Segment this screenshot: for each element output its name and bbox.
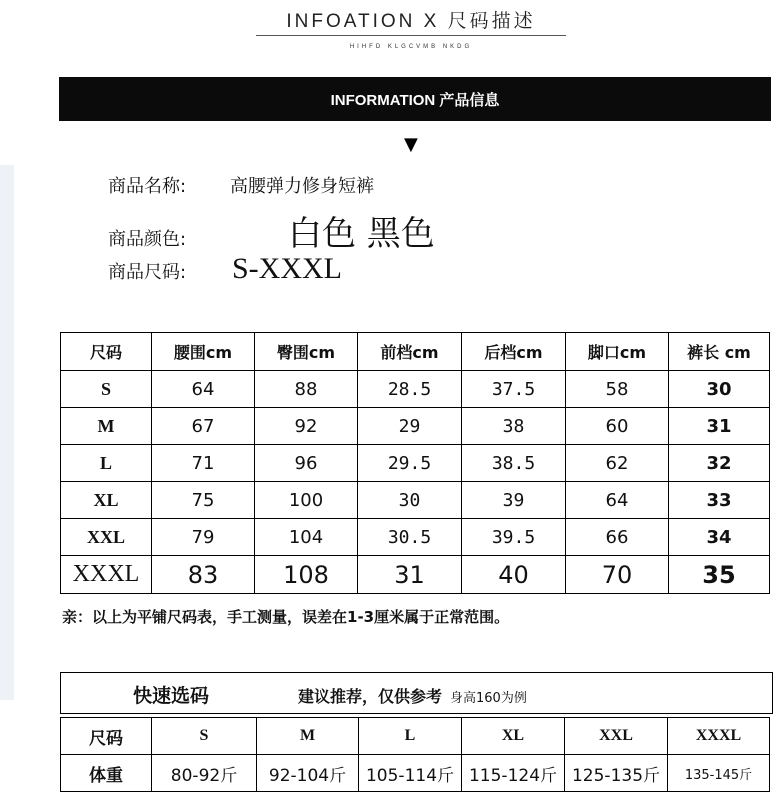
product-name-value: 高腰弹力修身短裤	[230, 176, 374, 197]
size-cell: M	[61, 408, 152, 445]
title-divider	[256, 35, 566, 36]
header-cell: 尺码	[61, 333, 152, 371]
table-cell: 34	[669, 519, 770, 556]
header-cell: 臀围cm	[255, 333, 358, 371]
product-size-label: 商品尺码:	[108, 262, 187, 283]
info-banner	[59, 77, 771, 121]
table-cell: 30	[669, 371, 770, 408]
recommend-subtitle	[298, 684, 527, 707]
recommend-subtitle-text: 建议推荐，仅供参考	[298, 687, 443, 706]
product-size-value: S-XXXL	[232, 252, 342, 285]
table-cell: 39.5	[462, 519, 566, 556]
recommend-size-label: 尺码	[61, 718, 152, 755]
product-color-label: 商品颜色:	[108, 229, 187, 250]
table-cell: 64	[566, 482, 669, 519]
table-cell: 37.5	[462, 371, 566, 408]
recommend-table	[60, 717, 770, 792]
weight-cell: 105-114斤	[359, 755, 462, 792]
table-cell: 29	[358, 408, 462, 445]
table-cell: 64	[152, 371, 255, 408]
table-cell: 39	[462, 482, 566, 519]
size-cell: S	[152, 718, 257, 755]
recommend-example: 身高160为例	[450, 691, 527, 706]
header-cell: 腰围cm	[152, 333, 255, 371]
weight-cell: 125-135斤	[565, 755, 668, 792]
table-row	[61, 519, 770, 556]
side-strip	[0, 165, 14, 700]
page-subtitle: HIHFD KLGCVMB NKDG	[349, 44, 473, 50]
weight-cell: 92-104斤	[257, 755, 359, 792]
product-color-row	[108, 206, 435, 255]
table-cell: 58	[566, 371, 669, 408]
table-cell: 104	[255, 519, 358, 556]
product-name-row	[108, 172, 374, 198]
table-cell: 35	[669, 556, 770, 594]
table-row	[61, 408, 770, 445]
size-cell: XL	[61, 482, 152, 519]
weight-cell: 80-92斤	[152, 755, 257, 792]
size-cell: XXL	[565, 718, 668, 755]
size-cell: XL	[462, 718, 565, 755]
size-cell: L	[359, 718, 462, 755]
size-cell: XXL	[61, 519, 152, 556]
table-row	[61, 482, 770, 519]
table-cell: 32	[669, 445, 770, 482]
table-row	[61, 445, 770, 482]
table-cell: 75	[152, 482, 255, 519]
banner-label: INFORMATION 产品信息	[330, 91, 500, 109]
table-cell: 31	[358, 556, 462, 594]
header-cell: 脚口cm	[566, 333, 669, 371]
page-title: INFOATION X 尺码描述	[286, 11, 536, 32]
size-cell: L	[61, 445, 152, 482]
table-cell: 67	[152, 408, 255, 445]
weight-cell: 115-124斤	[462, 755, 565, 792]
table-cell: 71	[152, 445, 255, 482]
size-table-header	[61, 333, 770, 371]
recommend-header	[60, 672, 773, 714]
table-cell: 30	[358, 482, 462, 519]
measurement-note: 亲：以上为平铺尺码表，手工测量，误差在1-3厘米属于正常范围。	[62, 608, 510, 626]
recommend-weight-row	[61, 755, 770, 792]
table-cell: 33	[669, 482, 770, 519]
size-chart-table	[60, 332, 770, 594]
table-cell: 96	[255, 445, 358, 482]
product-name-label: 商品名称:	[108, 176, 187, 197]
recommend-weight-label: 体重	[61, 755, 152, 792]
table-cell: 92	[255, 408, 358, 445]
table-row	[61, 371, 770, 408]
table-cell: 66	[566, 519, 669, 556]
size-cell: S	[61, 371, 152, 408]
recommend-title: 快速选码	[133, 685, 210, 707]
table-cell: 62	[566, 445, 669, 482]
table-row	[61, 556, 770, 594]
table-cell: 31	[669, 408, 770, 445]
size-cell: M	[257, 718, 359, 755]
size-cell: XXXL	[668, 718, 770, 755]
header-cell: 后档cm	[462, 333, 566, 371]
table-cell: 100	[255, 482, 358, 519]
table-cell: 60	[566, 408, 669, 445]
table-cell: 70	[566, 556, 669, 594]
table-cell: 88	[255, 371, 358, 408]
table-cell: 38.5	[462, 445, 566, 482]
arrow-down-icon: ▼	[404, 134, 418, 155]
table-cell: 29.5	[358, 445, 462, 482]
table-cell: 38	[462, 408, 566, 445]
table-cell: 30.5	[358, 519, 462, 556]
product-size-row	[108, 252, 342, 286]
table-cell: 79	[152, 519, 255, 556]
table-cell: 83	[152, 556, 255, 594]
size-cell: XXXL	[61, 556, 152, 594]
table-cell: 40	[462, 556, 566, 594]
header-cell: 前档cm	[358, 333, 462, 371]
weight-cell: 135-145斤	[668, 755, 770, 792]
recommend-size-row	[61, 718, 770, 755]
table-cell: 108	[255, 556, 358, 594]
table-cell: 28.5	[358, 371, 462, 408]
header-cell: 裤长 cm	[669, 333, 770, 371]
product-color-value: 白色 黑色	[288, 214, 435, 254]
